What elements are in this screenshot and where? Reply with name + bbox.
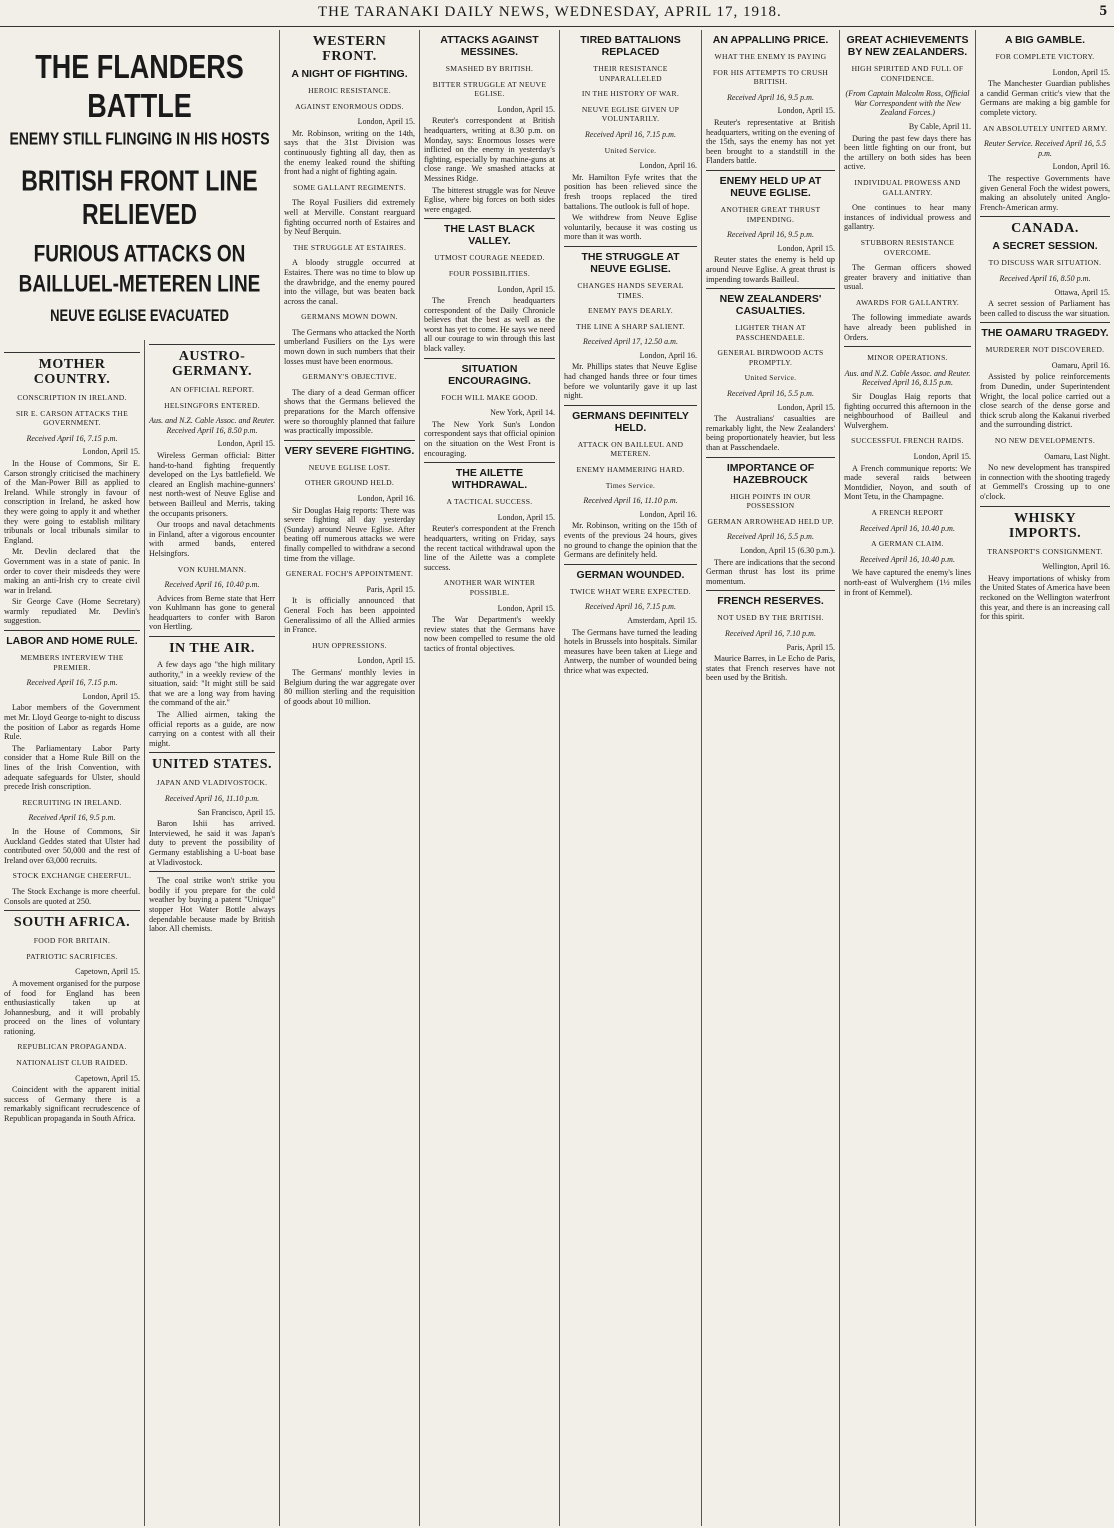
- dateline: London, April 16.: [357, 494, 415, 503]
- subhead: MEMBERS INTERVIEW THE PREMIER.: [20, 653, 124, 672]
- subhead: ANOTHER WAR WINTER POSSIBLE.: [443, 578, 536, 597]
- column-6: [702, 30, 840, 1526]
- subhead: ATTACK ON BAILLEUL AND METEREN.: [577, 439, 684, 459]
- paragraph: A few days ago "the high military authority," in a weekly review of the situation, said: "It might still be said that we are a long way from having the command of the air.": [149, 660, 275, 708]
- paragraph: Maurice Barres, in Le Echo de Paris, states that French reserves have not been used by the British.: [706, 654, 835, 683]
- paragraph: A French communique reports: We made several raids between Montdidier, Noyon, and south of Mont Tetu, in the Champagne.: [844, 463, 971, 502]
- paragraph: One continues to hear many instances of individual prowess and gallantry.: [844, 203, 971, 232]
- paragraph: The Germans who attacked the North umberland Fusiliers on the Lys were mown down in such numbers that their losses must have been enormous.: [284, 327, 415, 366]
- headline-attacks-against-messines: ATTACKS AGAINST MESSINES.: [440, 34, 539, 58]
- paragraph: It is officially announced that General Foch has been appointed Generalissimo of all the Allied armies in France.: [284, 596, 415, 635]
- subhead: ENEMY HAMMERING HARD.: [576, 465, 685, 475]
- subhead: AN OFFICIAL REPORT.: [169, 385, 255, 394]
- subhead: THEIR RESISTANCE UNPARALLELED: [593, 64, 668, 83]
- headline-great-achievements: GREAT ACHIEVEMENTS BY NEW ZEALANDERS.: [846, 34, 969, 58]
- received-line: Received April 16, 7.15 p.m.: [585, 129, 676, 139]
- headline-canada: CANADA.: [1011, 221, 1079, 237]
- subhead: A GERMAN CLAIM.: [871, 539, 944, 549]
- dateline: Capetown, April 15.: [75, 1073, 140, 1083]
- headline-western-front: WESTERN FRONT.: [312, 34, 387, 64]
- paragraph: Reuter's representative at British headquarters, writing on the evening of the 15th, says the enemy has not yet been brought to a standstill in the Flanders battle.: [706, 117, 835, 166]
- dateline: London, April 16.: [1052, 162, 1110, 172]
- paragraph: There are indications that the second German thrust has lost its prime momentum.: [706, 557, 835, 586]
- paragraph: A secret session of Parliament has been called to discuss the war situation.: [980, 299, 1110, 318]
- banner: [0, 30, 280, 340]
- paragraph: Mr. Robinson, writing on the 14th, says that the 31st Division was continuously fighting all day, then as the enemy leaked round the shifting front had a night of fighting again.: [284, 128, 415, 177]
- subhead: AGAINST ENORMOUS ODDS.: [295, 101, 404, 111]
- column-4: [420, 30, 560, 1526]
- paragraph: Reuter states the enemy is held up around Neuve Eglise. A great thrust is impending towards Bailleul.: [706, 255, 835, 284]
- paragraph: Mr. Hamilton Fyfe writes that the position has been relieved since the fresh troops replaced the tired battalions. The outlook is full of hope.: [564, 172, 697, 211]
- headline-whisky-imports: WHISKY IMPORTS.: [1008, 510, 1082, 541]
- paragraph: The Parliamentary Labor Party consider that a Home Rule Bill on the lines of the Irish Convention, with adequate safeguards for Ulster, should precede Irish conscription.: [4, 743, 140, 792]
- masthead: [0, 0, 1114, 27]
- subhead: STOCK EXCHANGE CHEERFUL.: [12, 871, 132, 881]
- paragraph: Heavy importations of whisky from the United States of America have been reckoned on the Wellington waterfront this year, and there is an increasing call for this spirit.: [980, 573, 1110, 622]
- paragraph: Reuter's correspondent at British headquarters, writing at 8.30 p.m. on Monday, says: Enormous losses were inflicted on the enemy in yesterday's fighting, especially by machine-guns at close range. We smashed attacks at Messines Ridge.: [424, 116, 555, 183]
- subhead: AN ABSOLUTELY UNITED ARMY.: [982, 123, 1108, 133]
- paragraph: Reuter's correspondent at the French headquarters, writing on Friday, says the recent tactical withdrawal upon the line of the Ailette was a complete success.: [424, 524, 555, 572]
- subhead: FOOD FOR BRITAIN.: [33, 936, 111, 946]
- paragraph: The diary of a dead German officer shows that the Germans believed the preparations for the March offensive were so thoroughly planned that failure was practically impossible.: [284, 387, 415, 436]
- subhead: A TACTICAL SUCCESS.: [446, 497, 533, 507]
- paragraph: We withdrew from Neuve Eglise voluntarily, because it was costing us more than it was worth.: [564, 213, 697, 242]
- subhead: FOR COMPLETE VICTORY.: [995, 52, 1095, 61]
- received-line: Received April 16, 7.10 p.m.: [725, 628, 816, 638]
- dateline: Paris, April 15.: [786, 642, 835, 652]
- received-line: Received April 16, 5.5 p.m.: [727, 532, 814, 542]
- headline-enemy-held-up: ENEMY HELD UP AT NEUVE EGLISE.: [719, 174, 822, 199]
- banner-deck-3: FURIOUS ATTACKS ON BAILLUEL-METEREN LINE: [18, 241, 261, 298]
- subhead: FOCH WILL MAKE GOOD.: [441, 392, 538, 402]
- headline-oamaru-tragedy: THE OAMARU TRAGEDY.: [981, 327, 1109, 340]
- subhead: OTHER GROUND HELD.: [304, 478, 395, 488]
- dateline: San Francisco, April 15.: [197, 807, 275, 817]
- dateline: Oamaru, April 16.: [1051, 360, 1110, 370]
- subhead: PATRIOTIC SACRIFICES.: [26, 951, 118, 961]
- subhead: UTMOST COURAGE NEEDED.: [434, 253, 545, 263]
- paragraph: Advices from Berne state that Herr von Kuhlmann has gone to general headquarters to confer with Baron von Hertling.: [149, 593, 275, 632]
- dateline: London, April 15.: [777, 106, 835, 116]
- headline-french-reserves: FRENCH RESERVES.: [717, 595, 824, 608]
- headline-struggle-neuve-eglise: THE STRUGGLE AT NEUVE EGLISE.: [581, 250, 680, 275]
- subhead: GERMAN ARROWHEAD HELD UP.: [707, 516, 834, 526]
- headline-big-gamble: A BIG GAMBLE.: [1004, 34, 1086, 46]
- subhead: NEUVE EGLISE GIVEN UP VOLUNTARILY.: [581, 104, 680, 124]
- paragraph: Coincident with the apparent initial success of Germany there is a remarkably significant recrudescence of Republican propaganda in South Africa.: [4, 1085, 140, 1124]
- headline-austro-germany: AUSTRO-GERMANY.: [171, 349, 253, 379]
- headline-south-africa: SOUTH AFRICA.: [13, 915, 131, 931]
- paragraph: The Stock Exchange is more cheerful. Consols are quoted at 250.: [4, 886, 140, 906]
- dateline: London, April 15.: [497, 104, 555, 114]
- headline-mother-country: MOTHER COUNTRY.: [33, 357, 111, 387]
- dateline: London, April 15.: [777, 243, 835, 253]
- received-line: Received April 16, 10.40 p.m.: [860, 554, 955, 564]
- paragraph: We have captured the enemy's lines north-east of Wulverghem (1½ miles in front of Kemmel).: [844, 568, 971, 597]
- paragraph: Sir George Cave (Home Secretary) warmly repudiated Mr. Devlin's suggestion.: [4, 597, 140, 626]
- received-line: Received April 16, 11.10 p.m.: [583, 496, 678, 506]
- headline-united-states: UNITED STATES.: [151, 757, 273, 773]
- headline-in-the-air: IN THE AIR.: [169, 641, 255, 657]
- dateline: London, April 15.: [497, 603, 555, 613]
- headline-very-severe-fighting: VERY SEVERE FIGHTING.: [284, 444, 415, 457]
- subhead: INDIVIDUAL PROWESS AND GALLANTRY.: [854, 177, 961, 197]
- subhead: AWARDS FOR GALLANTRY.: [855, 297, 960, 307]
- subhead: GENERAL FOCH'S APPOINTMENT.: [285, 569, 414, 579]
- paragraph: In the House of Commons, Sir Auckland Geddes stated that Ulster had contributed over 50,000 and the rest of Ireland over 63,000 recruits.: [4, 826, 140, 865]
- dateline: London, April 15.: [357, 656, 415, 666]
- dateline: London, April 15.: [497, 512, 555, 522]
- paragraph: A movement organised for the purpose of food for England has been enthusiastically taken up at Johannesburg, and it will probably proceed on the lines of voluntary rationing.: [4, 978, 140, 1036]
- subhead: HEROIC RESISTANCE.: [308, 86, 391, 95]
- received-line: Received April 16, 10.40 p.m.: [164, 580, 260, 590]
- subhead: STUBBORN RESISTANCE OVERCOME.: [860, 237, 955, 257]
- paragraph: The Royal Fusiliers did extremely well at Merville. Constant rearguard fighting occurred north of Estaires and by Neuf Berquin.: [284, 198, 415, 237]
- advertisement: The coal strike won't strike you bodily if you prepare for the cold weather by buying a patent "Unique" stopper Hot Water Bottle always dependable because made by British labor. All chemists.: [149, 876, 275, 934]
- subhead: THE STRUGGLE AT ESTAIRES.: [292, 242, 407, 252]
- received-line: Received April 16, 9.5 p.m.: [727, 92, 814, 102]
- dateline: London, April 15.: [217, 439, 275, 449]
- paragraph: Assisted by police reinforcements from Dunedin, under Superintendent Wright, the local police carried out a close search of the dense gorse and thick scrub along the Kakanui riverbed and the surrounding district.: [980, 372, 1110, 430]
- received-line: Received April 16, 7.15 p.m.: [26, 678, 118, 688]
- paragraph: Our troops and naval detachments in Finland, after a vigorous encounter with armed bands, entered Helsingfors.: [149, 520, 275, 558]
- headline-tired-battalions: TIRED BATTALIONS REPLACED: [580, 34, 681, 58]
- paragraph: Labor members of the Government met Mr. Lloyd George to-night to discuss the position of Labor as regards Home Rule.: [4, 703, 140, 742]
- subhead: TO DISCUSS WAR SITUATION.: [988, 258, 1102, 268]
- subhead: REPUBLICAN PROPAGANDA.: [17, 1042, 127, 1052]
- subhead: SIR E. CARSON ATTACKS THE GOVERNMENT.: [15, 408, 129, 428]
- subhead: SMASHED BY BRITISH.: [445, 64, 534, 73]
- paragraph: The bitterest struggle was for Neuve Eglise, where big forces on both sides were engaged.: [424, 185, 555, 214]
- received-line: Aus. and N.Z. Cable Assoc. and Reuter. Received April 16, 8.15 p.m.: [844, 368, 971, 388]
- subhead: HIGH POINTS IN OUR POSSESSION: [730, 491, 811, 511]
- masthead-title: THE TARANAKI DAILY NEWS, WEDNESDAY, APRIL 17, 1918.: [318, 4, 782, 20]
- paragraph: Sir Douglas Haig reports that fighting occurred this afternoon in the neighbourhood of Bailleul and Wulverghem.: [844, 392, 971, 430]
- dateline: New York, April 14.: [490, 408, 555, 418]
- received-line: Received April 16, 9.5 p.m.: [28, 813, 116, 823]
- paragraph: The Germans have turned the leading hotels in Brussels into hospitals. Similar measures have been taken at Liege and Antwerp, the number of wounded being thrice what was expected.: [564, 627, 697, 675]
- dateline: London, April 15.: [357, 117, 415, 127]
- subhead: NO NEW DEVELOPMENTS.: [994, 436, 1096, 446]
- subhead: ENEMY PAYS DEARLY.: [588, 306, 673, 316]
- dateline: Oamaru, Last Night.: [1044, 451, 1110, 461]
- headline-german-wounded: GERMAN WOUNDED.: [576, 568, 685, 581]
- banner-headline: THE FLANDERS BATTLE: [35, 48, 244, 125]
- subhead: GENERAL BIRDWOOD ACTS PROMPTLY.: [717, 348, 824, 367]
- headline-last-black-valley: THE LAST BLACK VALLEY.: [444, 223, 535, 248]
- paragraph: A bloody struggle occurred at Estaires. There was no time to blow up the drawbridge, and the enemy poured into the village, but was beaten back across the canal.: [284, 258, 415, 306]
- headline-appalling-price: AN APPALLING PRICE.: [712, 34, 829, 46]
- paragraph: The German officers showed greater bravery and initiative than usual.: [844, 263, 971, 292]
- paragraph: The Australians' casualties are remarkably light, the New Zealanders' being proportionately heavier, but less than at Passchendaele.: [706, 414, 835, 453]
- subhead: A FRENCH REPORT: [871, 507, 944, 517]
- subhead: HIGH SPIRITED AND FULL OF CONFIDENCE.: [851, 64, 964, 83]
- subhead: NEUVE EGLISE LOST.: [308, 462, 391, 472]
- paragraph: The respective Governments have given General Foch the widest powers, making an absolutely united Anglo-French-American army.: [980, 173, 1110, 212]
- paragraph: The Germans' monthly levies in Belgium during the war aggregate over 80 million sterling and the requisition of goods about 10 million.: [284, 667, 415, 706]
- headline-nz-casualties: NEW ZEALANDERS' CASUALTIES.: [719, 293, 822, 318]
- dateline: London, April 15.: [82, 447, 140, 457]
- subhead: CONSCRIPTION IN IRELAND.: [17, 393, 127, 402]
- banner-deck-4: NEUVE EGLISE EVACUATED: [50, 306, 229, 325]
- paragraph: The New York Sun's London correspondent says that official opinion on the situation on the West Front is encouraging.: [424, 419, 555, 458]
- subhead: THE LINE A SHARP SALIENT.: [576, 321, 685, 331]
- subhead: BITTER STRUGGLE AT NEUVE EGLISE.: [432, 79, 547, 99]
- column-3: [280, 30, 420, 1526]
- paragraph: Mr. Devlin declared that the Government was in a state of panic. In order to cover their misdeeds they were making an anti-Irish cry to create civil war in Ireland.: [4, 547, 140, 595]
- subhead: FOUR POSSIBILITIES.: [448, 268, 531, 278]
- subhead: JAPAN AND VLADIVOSTOCK.: [156, 778, 268, 788]
- paragraph: The French headquarters correspondent of the Daily Chronicle believes that the best as well as the worst has yet to come. He says we need all our courage to win through this last black valley.: [424, 296, 555, 354]
- paragraph: The Manchester Guardian publishes a candid German critic's view that the Germans are making a big gamble for complete victory.: [980, 79, 1110, 117]
- column-8: [976, 30, 1114, 1526]
- paragraph: Baron Ishii has arrived. Interviewed, he said it was Japan's duty to prevent the possibility of Germany establishing a U-boat base at Vladivostock.: [149, 819, 275, 867]
- dateline: By Cable, April 11.: [908, 121, 971, 131]
- dateline: London, April 16.: [639, 161, 697, 171]
- page-number: 5: [1099, 3, 1108, 19]
- subhead: NOT USED BY THE BRITISH.: [717, 613, 824, 623]
- subhead: A SECRET SESSION.: [992, 240, 1098, 253]
- column-5: [560, 30, 702, 1526]
- paragraph: The Allied airmen, taking the official reports as a guide, are now carrying on a contest with all their might.: [149, 710, 275, 748]
- subhead: IN THE HISTORY OF WAR.: [581, 89, 680, 99]
- headline-situation-encouraging: SITUATION ENCOURAGING.: [448, 362, 531, 387]
- dateline: London, April 15.: [777, 402, 835, 412]
- dateline: Capetown, April 15.: [75, 967, 140, 977]
- paragraph: Mr. Phillips states that Neuve Eglise had changed hands three or four times before we voluntarily gave it up last night.: [564, 362, 697, 401]
- dateline: Ottawa, April 15.: [1054, 287, 1110, 297]
- paragraph: In the House of Commons, Sir E. Carson strongly criticised the machinery of the Man-Power Bill as applied to Ireland. While strongly in favour of conscription in Ireland, he asked how they were going to apply it and whether they were going to establish military tribunals or local tribunals similar to England.: [4, 458, 140, 545]
- headline-labor: LABOR AND HOME RULE.: [6, 635, 138, 648]
- paragraph: Wireless German official: Bitter hand-to-hand fighting frequently developed on the Lys battlefield. We cleared an English machine-gunners' nest north-west of Neuve Eglise and between Bailleul and Merris, taking the occupants prisoners.: [149, 450, 275, 518]
- subhead: SUCCESSFUL FRENCH RAIDS.: [851, 436, 964, 446]
- received-line: Reuter Service. Received April 16, 5.5 p.m.: [983, 139, 1107, 158]
- subhead: TRANSPORT'S CONSIGNMENT.: [987, 546, 1103, 556]
- paragraph: The following immediate awards have already been published in Orders.: [844, 313, 971, 342]
- byline-note: (From Captain Malcolm Ross, Official War Correspondent with the New Zealand Forces.): [845, 89, 970, 118]
- headline-hazebrouck: IMPORTANCE OF HAZEBROUCK: [726, 461, 815, 486]
- subhead: MURDERER NOT DISCOVERED.: [985, 345, 1105, 355]
- dateline: London, April 15.: [82, 691, 140, 701]
- subhead: LIGHTER THAN AT PASSCHENDAELE.: [735, 323, 806, 342]
- service-line: United Service.: [604, 145, 657, 155]
- subhead: FOR HIS ATTEMPTS TO CRUSH BRITISH.: [712, 67, 829, 87]
- paragraph: Sir Douglas Haig reports: There was severe fighting all day yesterday (Sunday) around Neuve Eglise. After beating off numerous attacks we were finally compelled to withdraw a second time from the village.: [284, 505, 415, 563]
- received-line: Received April 17, 12.50 a.m.: [583, 337, 678, 347]
- paragraph: Mr. Robinson, writing on the 15th of events of the previous 24 hours, gives no ground to change the opinion that the Germans are definitely held.: [564, 521, 697, 560]
- paragraph: The War Department's weekly review states that the Germans have now been compelled to resume the old tactics of frontal objectives.: [424, 615, 555, 653]
- subhead: NATIONALIST CLUB RAIDED.: [16, 1058, 128, 1068]
- dateline: London, April 15.: [1052, 67, 1110, 77]
- subhead: CHANGES HANDS SEVERAL TIMES.: [577, 280, 684, 300]
- subhead: GERMANY'S OBJECTIVE.: [302, 372, 397, 382]
- service-line: Times Service.: [605, 480, 656, 490]
- subhead: MINOR OPERATIONS.: [867, 353, 948, 363]
- received-line: Aus. and N.Z. Cable Assoc. and Reuter. Received April 16, 8.50 p.m.: [149, 416, 275, 435]
- dateline: Paris, April 15.: [366, 584, 415, 594]
- received-line: Received April 16, 5.5 p.m.: [727, 389, 814, 399]
- dateline: Wellington, April 16.: [1042, 562, 1110, 572]
- received-line: Received April 16, 9.5 p.m.: [727, 230, 814, 240]
- service-line: United Service.: [744, 373, 797, 383]
- paragraph: No new development has transpired in connection with the shooting tragedy at Gemmell's Crossing up to one o'clock.: [980, 463, 1110, 501]
- subhead: HELSINGFORS ENTERED.: [164, 400, 260, 410]
- dateline: London, April 16.: [639, 509, 697, 519]
- dateline: Amsterdam, April 15.: [627, 615, 697, 625]
- subhead: HUN OPPRESSIONS.: [312, 640, 387, 650]
- headline-ailette-withdrawal: THE AILETTE WITHDRAWAL.: [451, 467, 528, 492]
- received-line: Received April 16, 10.40 p.m.: [860, 523, 955, 533]
- paragraph: During the past few days there has been little fighting on our front, but the artillery on both sides has been active.: [844, 133, 971, 172]
- received-line: Received April 16, 11.10 p.m.: [164, 794, 260, 803]
- received-line: Received April 16, 7.15 p.m.: [26, 433, 118, 443]
- dateline: London, April 15.: [497, 284, 555, 294]
- signature: VON KUHLMANN.: [177, 564, 247, 574]
- subhead: TWICE WHAT WERE EXPECTED.: [570, 586, 691, 596]
- subhead: ANOTHER GREAT THRUST IMPENDING.: [720, 204, 821, 224]
- dateline: London, April 15.: [913, 452, 971, 461]
- column-7: [840, 30, 976, 1526]
- subhead: RECRUITING IN IRELAND.: [22, 797, 122, 807]
- dateline: London, April 15 (6.30 p.m.).: [740, 546, 835, 555]
- received-line: Received April 16, 8.50 p.m.: [999, 273, 1091, 283]
- headline-germans-held: GERMANS DEFINITELY HELD.: [572, 409, 689, 434]
- subhead: WHAT THE ENEMY IS PAYING: [714, 52, 827, 61]
- dateline: London, April 16.: [639, 350, 697, 360]
- column-2: [145, 340, 280, 1526]
- subhead: A NIGHT OF FIGHTING.: [291, 68, 408, 80]
- received-line: Received April 16, 7.15 p.m.: [585, 602, 676, 612]
- subhead: SOME GALLANT REGIMENTS.: [293, 182, 406, 192]
- banner-deck-1: ENEMY STILL FLINGING IN HIS HOSTS: [9, 128, 270, 148]
- banner-deck-2: BRITISH FRONT LINE RELIEVED: [21, 164, 258, 231]
- subhead: GERMANS MOWN DOWN.: [301, 312, 398, 322]
